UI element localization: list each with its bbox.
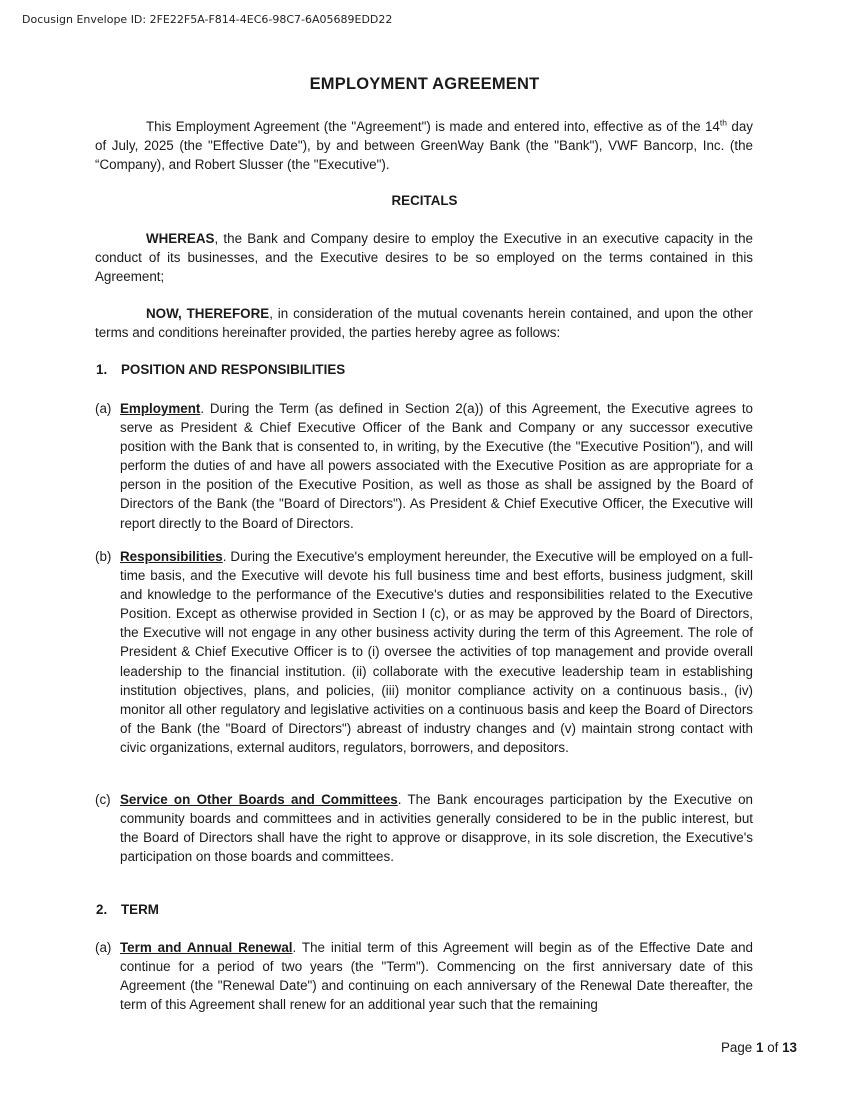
section-1a-label: (a) (95, 401, 112, 416)
whereas-paragraph (95, 229, 753, 287)
intro-text-1: This Employment Agreement (the "Agreement") is made and entered into, effective as of the 14 (146, 119, 720, 134)
page-of-word: of (767, 1040, 779, 1055)
page-word: Page (720, 1040, 753, 1055)
document-title: EMPLOYMENT AGREEMENT (309, 75, 540, 93)
section-2a-text: . The initial term of this Agreement will begin as of the Effective Date and continue for a period of two years (the "Term"). Commencing on the first anniversary date of this Agreement (the "Renewal Date") and continuing on each anniversary of the Renewal Date thereafter, the term of this Agreement shall renew for an additional year such that the remaining (120, 940, 753, 1013)
section-1a-title: Employment (120, 401, 201, 416)
section-1-title: POSITION AND RESPONSIBILITIES (121, 362, 346, 377)
section-1c-label: (c) (95, 792, 111, 807)
envelope-id: Docusign Envelope ID: 2FE22F5A-F814-4EC6-98C7-6A05689EDD22 (22, 13, 393, 26)
page-total: 13 (782, 1040, 797, 1055)
section-2-title: TERM (121, 902, 159, 917)
whereas-lead: WHEREAS (146, 231, 215, 246)
section-1a-text: . During the Term (as defined in Section 2(a)) of this Agreement, the Executive agrees to serve as President & Chief Executive Officer of the Bank and Company or any successor executive position with the Bank that is consented to, in writing, by the Executive (the "Executive Position"), and will perform the duties of and have all powers associated with the Executive Position as are appropriate for a person in the position of the Executive Position, as well as those as shall be assigned by the Board of Directors of the Bank (the "Board of Directors"). As President & Chief Executive Officer, the Executive will report directly to the Board of Directors. (120, 401, 753, 531)
now-therefore-text: , in consideration of the mutual covenants herein contained, and upon the other terms and conditions hereinafter provided, the parties hereby agree as follows: (95, 306, 753, 341)
page-current: 1 (756, 1040, 764, 1055)
section-1b-title: Responsibilities (120, 549, 223, 564)
section-1b-text: . During the Executive's employment hereunder, the Executive will be employed on a full-time basis, and the Executive will devote his full business time and best efforts, business judgment, skill and knowledge to the performance of the Executive's duties and responsibilities related to the Executive Position. Except as otherwise provided in Section I (c), or as may be approved by the Board of Directors, the Executive will not engage in any other business activity during the term of this Agreement. The role of President & Chief Executive Officer is to (i) oversee the activities of top management and provide overall leadership to the financial institution. (ii) collaborate with the executive leadership team in establishing institution objectives, plans, and policies, (iii) monitor compliance activity on a continuous basis., (iv) monitor all other regulatory and legislative activities on a continuous basis and keep the Board of Directors of the Bank (the "Board of Directors") abreast of industry changes and (v) maintain strong contact with civic organizations, external auditors, regulators, borrowers, and depositors. (120, 549, 753, 755)
intro-paragraph (95, 117, 753, 175)
section-2-number: 2. (96, 902, 108, 917)
section-1b (95, 547, 753, 757)
section-1a (95, 399, 753, 533)
now-therefore-paragraph (95, 304, 753, 342)
section-1b-label: (b) (95, 549, 112, 564)
whereas-text: , the Bank and Company desire to employ the Executive in an executive capacity in the conduct of its businesses, and the Executive desires to be so employed on the terms contained in this Agreement; (95, 231, 753, 285)
intro-superscript: th (719, 117, 727, 128)
section-1c-text: . The Bank encourages participation by the Executive on community boards and committees and in activities generally considered to be in the public interest, but the Board of Directors shall have the right to approve or disapprove, in its sole discretion, the Executive's participation on those boards and committees. (120, 792, 753, 865)
now-therefore-lead: NOW, THEREFORE (146, 306, 270, 321)
section-1-number: 1. (96, 362, 108, 377)
recitals-heading: RECITALS (391, 193, 458, 208)
intro-text-2: day of July, 2025 (the "Effective Date"), by and between GreenWay Bank (the "Bank"), VWF Bancorp, Inc. (the “Company), and Robert Slusser (the "Executive"). (95, 119, 753, 173)
section-1c-title: Service on Other Boards and Committees (120, 792, 398, 807)
section-2a-label: (a) (95, 940, 112, 955)
section-2-heading (96, 902, 159, 917)
section-2a-title: Term and Annual Renewal (120, 940, 293, 955)
page-number (721, 1040, 797, 1055)
section-2a (95, 938, 753, 1014)
section-1-heading (96, 362, 345, 377)
section-1c (95, 790, 753, 866)
